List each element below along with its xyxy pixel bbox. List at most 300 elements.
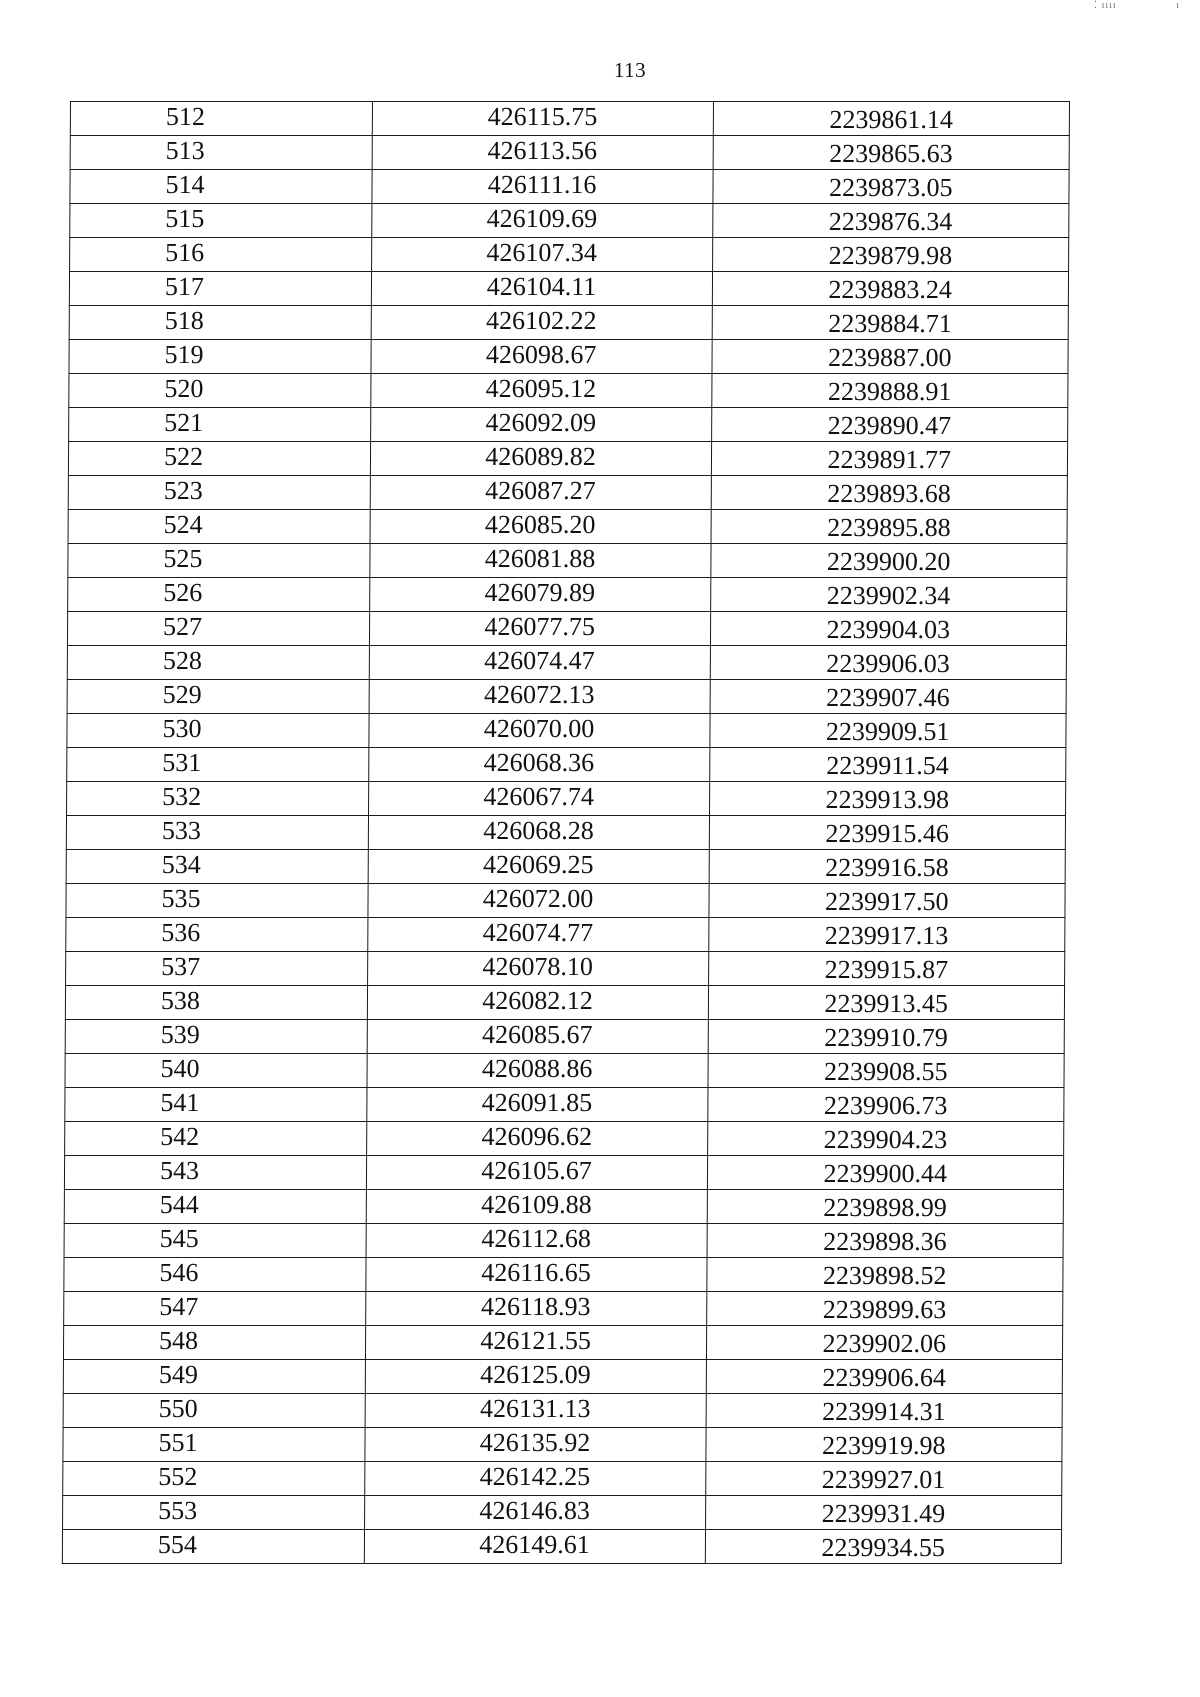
- y-coordinate-cell: [707, 1088, 1064, 1122]
- x-coordinate-text: 426081.88: [484, 544, 596, 573]
- point-id-cell: [63, 1496, 365, 1530]
- x-coordinate-cell: [369, 612, 710, 646]
- x-coordinate-text: 426092.09: [485, 408, 597, 437]
- point-id-text: 543: [159, 1156, 200, 1185]
- x-coordinate-text: 426087.27: [485, 476, 596, 505]
- point-id-text: 530: [162, 714, 202, 743]
- point-id-text: 534: [161, 850, 201, 879]
- point-id-cell: [69, 272, 371, 306]
- point-id-text: 515: [165, 204, 205, 233]
- point-id-text: 544: [159, 1190, 199, 1219]
- y-coordinate-text: 2239915.87: [824, 955, 949, 984]
- x-coordinate-cell: [364, 1462, 705, 1496]
- table-row: [70, 238, 1069, 272]
- y-coordinate-cell: [708, 918, 1065, 952]
- table-row: [64, 1292, 1063, 1326]
- table-row: [67, 714, 1066, 748]
- y-coordinate-text: 2239913.45: [824, 989, 949, 1018]
- y-coordinate-cell: [707, 1054, 1064, 1088]
- x-coordinate-cell: [368, 816, 709, 850]
- table-row: [70, 136, 1069, 170]
- point-id-text: 514: [165, 170, 205, 199]
- coordinate-table: [62, 101, 1070, 1564]
- point-id-cell: [65, 1088, 367, 1122]
- x-coordinate-cell: [368, 748, 709, 782]
- x-coordinate-cell: [366, 1224, 707, 1258]
- x-coordinate-text: 426069.25: [482, 850, 594, 879]
- point-id-text: 529: [162, 680, 202, 709]
- y-coordinate-text: 2239873.05: [828, 173, 953, 202]
- x-coordinate-cell: [372, 102, 713, 136]
- y-coordinate-cell: [707, 1224, 1064, 1258]
- table-row: [64, 1190, 1063, 1224]
- y-coordinate-text: 2239865.63: [829, 139, 953, 168]
- y-coordinate-text: 2239898.52: [822, 1261, 947, 1290]
- point-id-cell: [68, 442, 370, 476]
- y-coordinate-text: 2239904.03: [826, 615, 951, 644]
- y-coordinate-cell: [708, 884, 1065, 918]
- y-coordinate-text: 2239910.79: [824, 1023, 948, 1052]
- x-coordinate-text: 426125.09: [480, 1360, 591, 1389]
- y-coordinate-text: 2239883.24: [828, 275, 953, 304]
- table-row: [65, 986, 1064, 1020]
- y-coordinate-text: 2239915.46: [825, 819, 949, 848]
- y-coordinate-cell: [707, 1156, 1064, 1190]
- x-coordinate-text: 426068.28: [483, 816, 594, 845]
- point-id-text: 533: [161, 816, 202, 845]
- point-id-cell: [68, 544, 370, 578]
- y-coordinate-text: 2239906.73: [823, 1091, 948, 1120]
- table-row: [67, 782, 1066, 816]
- table-row: [69, 408, 1068, 442]
- point-id-cell: [70, 102, 372, 136]
- table-row: [67, 612, 1066, 646]
- y-coordinate-text: 2239902.34: [826, 581, 951, 610]
- x-coordinate-text: 426096.62: [481, 1122, 593, 1151]
- y-coordinate-cell: [705, 1530, 1062, 1564]
- y-coordinate-cell: [710, 680, 1067, 714]
- x-coordinate-text: 426085.20: [484, 510, 596, 539]
- y-coordinate-text: 2239916.58: [825, 853, 949, 882]
- y-coordinate-cell: [711, 510, 1068, 544]
- table-row: [66, 850, 1065, 884]
- y-coordinate-cell: [705, 1462, 1062, 1496]
- x-coordinate-text: 426113.56: [487, 136, 598, 165]
- point-id-text: 526: [163, 578, 203, 607]
- point-id-cell: [68, 476, 370, 510]
- table-row: [64, 1258, 1063, 1292]
- x-coordinate-cell: [365, 1258, 706, 1292]
- y-coordinate-text: 2239884.71: [828, 309, 952, 338]
- point-id-cell: [63, 1326, 365, 1360]
- table-row: [65, 1122, 1064, 1156]
- y-coordinate-cell: [710, 544, 1067, 578]
- table-row: [69, 272, 1068, 306]
- y-coordinate-text: 2239904.23: [823, 1125, 948, 1154]
- x-coordinate-cell: [368, 782, 709, 816]
- x-coordinate-cell: [370, 476, 711, 510]
- point-id-cell: [67, 748, 369, 782]
- point-id-cell: [65, 1054, 367, 1088]
- x-coordinate-cell: [369, 578, 710, 612]
- point-id-cell: [67, 646, 369, 680]
- x-coordinate-text: 426078.10: [482, 952, 594, 981]
- y-coordinate-text: 2239909.51: [825, 717, 950, 746]
- x-coordinate-text: 426142.25: [479, 1462, 591, 1491]
- y-coordinate-cell: [709, 748, 1066, 782]
- y-coordinate-text: 2239898.36: [823, 1227, 947, 1256]
- table-row: [63, 1462, 1062, 1496]
- point-id-cell: [66, 918, 368, 952]
- x-coordinate-text: 426112.68: [481, 1224, 592, 1253]
- y-coordinate-text: 2239927.01: [821, 1465, 946, 1494]
- x-coordinate-cell: [372, 136, 713, 170]
- x-coordinate-cell: [369, 714, 710, 748]
- point-id-cell: [70, 204, 372, 238]
- point-id-text: 547: [159, 1292, 199, 1321]
- x-coordinate-cell: [364, 1496, 705, 1530]
- y-coordinate-text: 2239893.68: [827, 479, 951, 508]
- y-coordinate-cell: [709, 714, 1066, 748]
- point-id-text: 535: [161, 884, 201, 913]
- y-coordinate-text: 2239900.44: [823, 1159, 948, 1188]
- y-coordinate-text: 2239934.55: [821, 1533, 946, 1562]
- table-row: [68, 578, 1067, 612]
- point-id-text: 516: [165, 238, 205, 267]
- table-row: [70, 102, 1069, 136]
- point-id-text: 520: [164, 374, 204, 403]
- point-id-text: 553: [158, 1496, 198, 1525]
- y-coordinate-text: 2239917.13: [824, 921, 949, 950]
- table-row: [66, 816, 1065, 850]
- y-coordinate-text: 2239888.91: [827, 377, 952, 406]
- x-coordinate-text: 426109.88: [481, 1190, 592, 1219]
- x-coordinate-cell: [364, 1530, 705, 1564]
- y-coordinate-cell: [712, 170, 1069, 204]
- table-row: [65, 1054, 1064, 1088]
- x-coordinate-text: 426115.75: [487, 102, 598, 131]
- y-coordinate-text: 2239902.06: [822, 1329, 947, 1358]
- point-id-cell: [66, 884, 368, 918]
- x-coordinate-cell: [369, 680, 710, 714]
- x-coordinate-text: 426070.00: [483, 714, 595, 743]
- x-coordinate-text: 426098.67: [485, 340, 597, 369]
- x-coordinate-cell: [367, 952, 708, 986]
- x-coordinate-text: 426146.83: [479, 1496, 591, 1525]
- table-row: [64, 1156, 1063, 1190]
- point-id-text: 550: [158, 1394, 198, 1423]
- y-coordinate-cell: [705, 1496, 1062, 1530]
- y-coordinate-cell: [713, 102, 1070, 136]
- x-coordinate-text: 426074.77: [482, 918, 594, 947]
- table-row: [67, 646, 1066, 680]
- point-id-cell: [64, 1258, 366, 1292]
- table-row: [70, 204, 1069, 238]
- point-id-text: 538: [160, 986, 201, 1015]
- x-coordinate-cell: [370, 408, 711, 442]
- table-row: [65, 1020, 1064, 1054]
- x-coordinate-cell: [365, 1428, 706, 1462]
- point-id-cell: [65, 1020, 367, 1054]
- x-coordinate-cell: [366, 1190, 707, 1224]
- point-id-cell: [63, 1428, 365, 1462]
- y-coordinate-cell: [707, 1122, 1064, 1156]
- y-coordinate-cell: [709, 816, 1066, 850]
- y-coordinate-text: 2239895.88: [827, 513, 951, 542]
- x-coordinate-text: 426102.22: [486, 306, 597, 335]
- x-coordinate-text: 426088.86: [481, 1054, 593, 1083]
- point-id-text: 528: [162, 646, 202, 675]
- point-id-text: 541: [160, 1088, 200, 1117]
- y-coordinate-cell: [711, 408, 1068, 442]
- point-id-text: 517: [164, 272, 205, 301]
- point-id-text: 523: [163, 476, 203, 505]
- x-coordinate-text: 426149.61: [479, 1530, 590, 1559]
- point-id-cell: [67, 612, 369, 646]
- y-coordinate-cell: [705, 1428, 1062, 1462]
- point-id-cell: [66, 952, 368, 986]
- x-coordinate-text: 426089.82: [485, 442, 596, 471]
- point-id-text: 537: [161, 952, 201, 981]
- table-row: [63, 1360, 1062, 1394]
- x-coordinate-text: 426109.69: [486, 204, 598, 233]
- x-coordinate-text: 426121.55: [480, 1326, 591, 1355]
- x-coordinate-text: 426067.74: [483, 782, 595, 811]
- y-coordinate-cell: [711, 476, 1068, 510]
- x-coordinate-cell: [365, 1394, 706, 1428]
- point-id-cell: [67, 714, 369, 748]
- table-row: [64, 1224, 1063, 1258]
- point-id-cell: [70, 136, 372, 170]
- x-coordinate-cell: [365, 1326, 706, 1360]
- point-id-cell: [64, 1224, 366, 1258]
- point-id-cell: [64, 1190, 366, 1224]
- point-id-cell: [69, 306, 371, 340]
- x-coordinate-cell: [371, 306, 712, 340]
- point-id-text: 519: [164, 340, 204, 369]
- x-coordinate-text: 426095.12: [485, 374, 597, 403]
- point-id-text: 518: [164, 306, 204, 335]
- y-coordinate-cell: [708, 986, 1065, 1020]
- y-coordinate-cell: [706, 1292, 1063, 1326]
- y-coordinate-cell: [711, 340, 1068, 374]
- point-id-text: 539: [160, 1020, 200, 1049]
- point-id-text: 552: [158, 1462, 198, 1491]
- x-coordinate-text: 426072.13: [483, 680, 595, 709]
- y-coordinate-text: 2239908.55: [823, 1057, 948, 1086]
- y-coordinate-text: 2239911.54: [826, 751, 949, 780]
- table-row: [63, 1326, 1062, 1360]
- x-coordinate-cell: [370, 374, 711, 408]
- y-coordinate-cell: [709, 850, 1066, 884]
- table-row: [69, 306, 1068, 340]
- point-id-text: 524: [163, 510, 203, 539]
- x-coordinate-text: 426104.11: [486, 272, 597, 301]
- point-id-text: 554: [157, 1530, 198, 1559]
- y-coordinate-cell: [706, 1394, 1063, 1428]
- point-id-text: 548: [158, 1326, 199, 1355]
- x-coordinate-cell: [365, 1292, 706, 1326]
- x-coordinate-text: 426131.13: [479, 1394, 591, 1423]
- x-coordinate-cell: [371, 340, 712, 374]
- point-id-text: 521: [164, 408, 204, 437]
- x-coordinate-cell: [371, 272, 712, 306]
- y-coordinate-cell: [708, 952, 1065, 986]
- point-id-text: 551: [158, 1428, 198, 1457]
- x-coordinate-cell: [370, 510, 711, 544]
- point-id-cell: [67, 680, 369, 714]
- point-id-cell: [70, 238, 372, 272]
- table-row: [66, 952, 1065, 986]
- point-id-text: 513: [165, 136, 205, 165]
- y-coordinate-cell: [710, 646, 1067, 680]
- x-coordinate-cell: [365, 1360, 706, 1394]
- y-coordinate-text: 2239898.99: [823, 1193, 947, 1222]
- y-coordinate-cell: [708, 1020, 1065, 1054]
- y-coordinate-text: 2239887.00: [827, 343, 952, 372]
- point-id-text: 527: [162, 612, 203, 641]
- x-coordinate-text: 426135.92: [479, 1428, 591, 1457]
- y-coordinate-cell: [706, 1360, 1063, 1394]
- table-row: [68, 510, 1067, 544]
- x-coordinate-text: 426107.34: [486, 238, 598, 267]
- table-row: [68, 544, 1067, 578]
- coordinate-table-body: [62, 102, 1069, 1564]
- y-coordinate-text: 2239890.47: [827, 411, 952, 440]
- table-row: [69, 374, 1068, 408]
- point-id-cell: [68, 510, 370, 544]
- y-coordinate-cell: [713, 136, 1070, 170]
- table-row: [63, 1394, 1062, 1428]
- point-id-cell: [66, 816, 368, 850]
- y-coordinate-text: 2239913.98: [825, 785, 950, 814]
- y-coordinate-text: 2239906.64: [822, 1363, 946, 1392]
- x-coordinate-text: 426077.75: [484, 612, 595, 641]
- table-row: [63, 1428, 1062, 1462]
- y-coordinate-text: 2239899.63: [822, 1295, 947, 1324]
- x-coordinate-cell: [366, 1156, 707, 1190]
- y-coordinate-text: 2239900.20: [826, 547, 951, 576]
- y-coordinate-text: 2239861.14: [829, 105, 953, 134]
- table-row: [70, 170, 1069, 204]
- x-coordinate-text: 426068.36: [483, 748, 595, 777]
- x-coordinate-text: 426105.67: [481, 1156, 592, 1185]
- table-row: [66, 884, 1065, 918]
- x-coordinate-cell: [370, 442, 711, 476]
- x-coordinate-text: 426118.93: [480, 1292, 591, 1321]
- y-coordinate-cell: [711, 374, 1068, 408]
- point-id-text: 540: [160, 1054, 200, 1083]
- x-coordinate-cell: [367, 986, 708, 1020]
- x-coordinate-text: 426074.47: [484, 646, 595, 675]
- page-number: 113: [613, 58, 647, 82]
- point-id-text: 525: [163, 544, 203, 573]
- y-coordinate-cell: [706, 1326, 1063, 1360]
- x-coordinate-text: 426091.85: [481, 1088, 593, 1117]
- point-id-text: 522: [163, 442, 204, 471]
- point-id-cell: [65, 1122, 367, 1156]
- x-coordinate-cell: [369, 544, 710, 578]
- point-id-cell: [69, 408, 371, 442]
- table-row: [68, 442, 1067, 476]
- y-coordinate-text: 2239931.49: [821, 1499, 946, 1528]
- x-coordinate-cell: [367, 918, 708, 952]
- table-row: [62, 1530, 1061, 1564]
- x-coordinate-cell: [366, 1088, 707, 1122]
- y-coordinate-text: 2239917.50: [824, 887, 949, 916]
- point-id-text: 531: [162, 748, 202, 777]
- point-id-cell: [69, 340, 371, 374]
- y-coordinate-text: 2239891.77: [827, 445, 952, 474]
- y-coordinate-cell: [709, 782, 1066, 816]
- point-id-cell: [63, 1360, 365, 1394]
- scan-corner-mark: ⁚ ıııı ı: [1093, 0, 1180, 11]
- point-id-cell: [63, 1462, 365, 1496]
- x-coordinate-text: 426085.67: [482, 1020, 593, 1049]
- x-coordinate-text: 426111.16: [487, 170, 597, 199]
- point-id-text: 536: [161, 918, 201, 947]
- x-coordinate-cell: [371, 238, 712, 272]
- x-coordinate-cell: [368, 850, 709, 884]
- y-coordinate-cell: [712, 306, 1069, 340]
- point-id-text: 542: [160, 1122, 200, 1151]
- y-coordinate-text: 2239907.46: [826, 683, 950, 712]
- x-coordinate-text: 426079.89: [484, 578, 596, 607]
- point-id-text: 546: [159, 1258, 199, 1287]
- point-id-cell: [64, 1292, 366, 1326]
- x-coordinate-cell: [367, 1054, 708, 1088]
- table-row: [67, 680, 1066, 714]
- y-coordinate-text: 2239906.03: [826, 649, 950, 678]
- point-id-cell: [66, 850, 368, 884]
- table-row: [68, 476, 1067, 510]
- x-coordinate-cell: [366, 1122, 707, 1156]
- y-coordinate-cell: [712, 204, 1069, 238]
- point-id-cell: [67, 782, 369, 816]
- y-coordinate-text: 2239914.31: [822, 1397, 946, 1426]
- x-coordinate-text: 426082.12: [482, 986, 593, 1015]
- x-coordinate-cell: [369, 646, 710, 680]
- x-coordinate-cell: [371, 204, 712, 238]
- y-coordinate-text: 2239879.98: [828, 241, 953, 270]
- x-coordinate-cell: [372, 170, 713, 204]
- y-coordinate-cell: [712, 272, 1069, 306]
- table-row: [65, 1088, 1064, 1122]
- x-coordinate-cell: [367, 1020, 708, 1054]
- point-id-text: 549: [158, 1360, 198, 1389]
- y-coordinate-cell: [706, 1258, 1063, 1292]
- y-coordinate-cell: [712, 238, 1069, 272]
- point-id-cell: [68, 578, 370, 612]
- y-coordinate-cell: [711, 442, 1068, 476]
- point-id-cell: [69, 374, 371, 408]
- point-id-cell: [63, 1394, 365, 1428]
- point-id-cell: [70, 170, 372, 204]
- x-coordinate-text: 426072.00: [482, 884, 594, 913]
- x-coordinate-text: 426116.65: [481, 1258, 591, 1287]
- y-coordinate-text: 2239876.34: [828, 207, 953, 236]
- table-row: [69, 340, 1068, 374]
- x-coordinate-cell: [368, 884, 709, 918]
- y-coordinate-text: 2239919.98: [821, 1431, 946, 1460]
- point-id-cell: [64, 1156, 366, 1190]
- point-id-cell: [62, 1530, 364, 1564]
- point-id-text: 545: [159, 1224, 199, 1253]
- table-row: [66, 918, 1065, 952]
- table-row: [67, 748, 1066, 782]
- table-row: [63, 1496, 1062, 1530]
- y-coordinate-cell: [710, 578, 1067, 612]
